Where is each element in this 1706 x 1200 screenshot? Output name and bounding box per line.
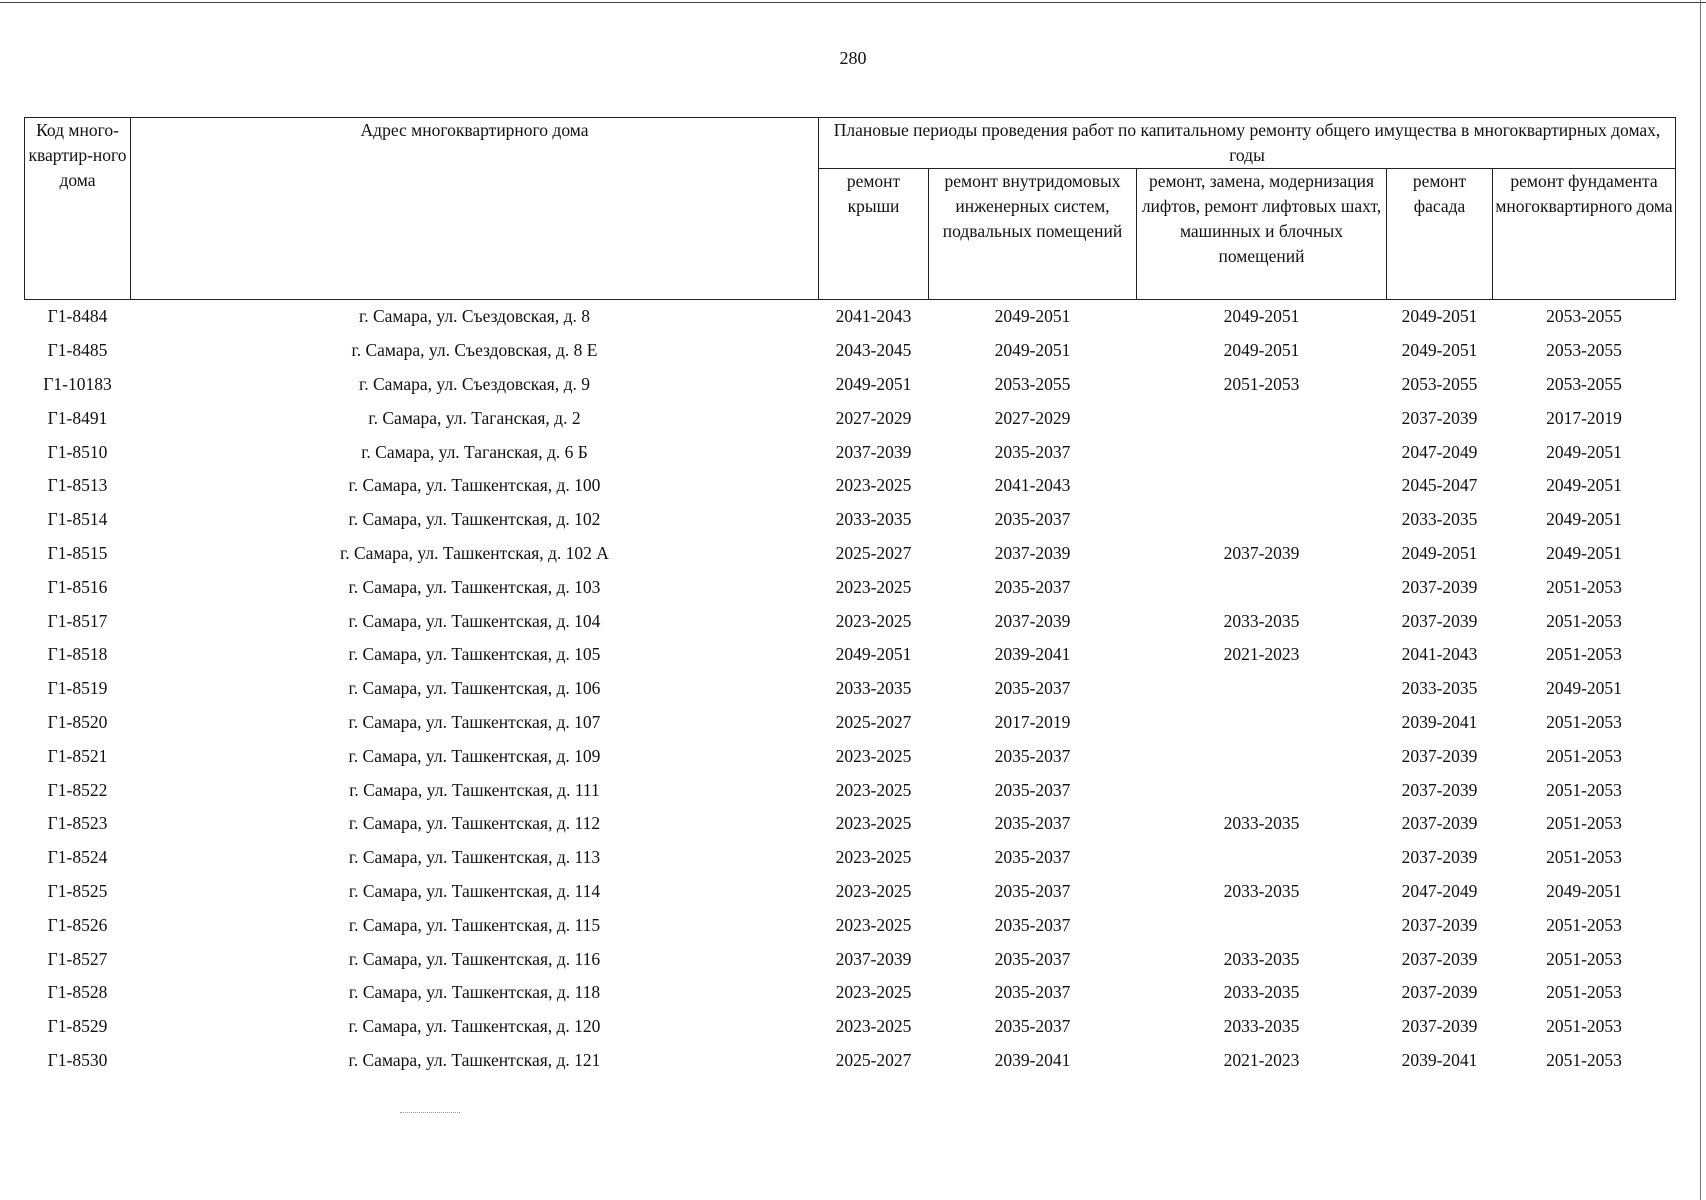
cell-systems: 2035-2037 [994, 779, 1071, 800]
table-row [25, 773, 1676, 807]
cell-roof: 2033-2035 [835, 678, 912, 699]
cell-systems: 2035-2037 [994, 1016, 1071, 1037]
cell-systems: 2037-2039 [994, 610, 1071, 631]
cell-roof: 2033-2035 [835, 509, 912, 530]
table-row [25, 672, 1676, 706]
cell-facade: 2037-2039 [1401, 779, 1478, 800]
cell-address: г. Самара, ул. Ташкентская, д. 107 [348, 711, 601, 732]
right-border-line [1700, 0, 1701, 1200]
cell-facade: 2049-2051 [1401, 542, 1478, 563]
cell-address: г. Самара, ул. Ташкентская, д. 102 А [340, 542, 609, 563]
cell-lifts: 2033-2035 [1223, 880, 1300, 901]
cell-address: г. Самара, ул. Ташкентская, д. 121 [348, 1049, 601, 1070]
cell-foundation: 2049-2051 [1546, 880, 1622, 901]
cell-foundation: 2051-2053 [1546, 813, 1622, 834]
cell-lifts [1137, 503, 1387, 537]
cell-address: г. Самара, ул. Ташкентская, д. 104 [348, 610, 601, 631]
cell-facade: 2037-2039 [1401, 948, 1478, 969]
page-number: 280 [839, 48, 867, 68]
cell-systems: 2035-2037 [994, 745, 1071, 766]
table-row [25, 638, 1676, 672]
header-roof: ремонт крыши [819, 169, 929, 300]
header-systems: ремонт внутридомовых инженерных систем, подвальных помещений [929, 169, 1137, 300]
table-row [25, 976, 1676, 1010]
table-header [25, 118, 1676, 300]
cell-address: г. Самара, ул. Ташкентская, д. 111 [349, 779, 600, 800]
cell-systems: 2035-2037 [994, 847, 1071, 868]
cell-roof: 2023-2025 [835, 982, 912, 1003]
cell-systems: 2035-2037 [994, 982, 1071, 1003]
cell-lifts [1137, 469, 1387, 503]
cell-foundation: 2051-2053 [1546, 847, 1622, 868]
cell-address: г. Самара, ул. Съездовская, д. 9 [359, 373, 590, 394]
cell-roof: 2025-2027 [835, 1049, 912, 1070]
table-row [25, 604, 1676, 638]
table-body [25, 300, 1676, 1078]
cell-address: г. Самара, ул. Ташкентская, д. 118 [348, 982, 601, 1003]
cell-code: Г1-8515 [47, 542, 108, 563]
table-row [25, 570, 1676, 604]
table-row [25, 469, 1676, 503]
cell-lifts: 2033-2035 [1223, 948, 1300, 969]
cell-systems: 2035-2037 [994, 914, 1071, 935]
cell-systems: 2037-2039 [994, 542, 1071, 563]
cell-roof: 2023-2025 [835, 880, 912, 901]
cell-facade: 2037-2039 [1401, 745, 1478, 766]
cell-foundation: 2053-2055 [1546, 306, 1622, 327]
cell-lifts: 2049-2051 [1223, 340, 1300, 361]
table-row [25, 739, 1676, 773]
cell-roof: 2025-2027 [835, 711, 912, 732]
cell-lifts [1137, 908, 1387, 942]
cell-systems: 2035-2037 [994, 576, 1071, 597]
cell-roof: 2025-2027 [835, 542, 912, 563]
cell-code: Г1-8484 [47, 306, 108, 327]
cell-lifts: 2033-2035 [1223, 982, 1300, 1003]
cell-foundation: 2017-2019 [1546, 407, 1622, 428]
cell-facade: 2047-2049 [1401, 441, 1478, 462]
cell-systems: 2017-2019 [994, 711, 1071, 732]
cell-address: г. Самара, ул. Ташкентская, д. 106 [348, 678, 601, 699]
table-row [25, 334, 1676, 368]
cell-lifts [1137, 672, 1387, 706]
cell-lifts: 2033-2035 [1223, 610, 1300, 631]
cell-address: г. Самара, ул. Ташкентская, д. 100 [348, 475, 601, 496]
cell-roof: 2049-2051 [835, 644, 912, 665]
cell-facade: 2033-2035 [1401, 509, 1478, 530]
header-foundation: ремонт фундамента многоквартирного дома [1493, 169, 1676, 300]
cell-systems: 2035-2037 [994, 678, 1071, 699]
cell-roof: 2037-2039 [835, 948, 912, 969]
cell-code: Г1-8524 [47, 847, 108, 868]
cell-facade: 2037-2039 [1401, 610, 1478, 631]
cell-facade: 2037-2039 [1401, 914, 1478, 935]
cell-roof: 2049-2051 [835, 373, 912, 394]
cell-lifts: 2051-2053 [1223, 373, 1300, 394]
cell-address: г. Самара, ул. Ташкентская, д. 115 [348, 914, 601, 935]
cell-facade: 2047-2049 [1401, 880, 1478, 901]
header-lifts: ремонт, замена, модернизация лифтов, ремонт лифтовых шахт, машинных и блочных помещений [1137, 169, 1387, 300]
table-row [25, 1044, 1676, 1078]
cell-code: Г1-8510 [47, 441, 108, 462]
table-row [25, 401, 1676, 435]
cell-code: Г1-8530 [47, 1049, 108, 1070]
cell-foundation: 2051-2053 [1546, 982, 1622, 1003]
cell-systems: 2027-2029 [994, 407, 1071, 428]
table-row [25, 706, 1676, 740]
cell-foundation: 2049-2051 [1546, 542, 1622, 563]
cell-lifts [1137, 739, 1387, 773]
cell-address: г. Самара, ул. Ташкентская, д. 109 [348, 745, 601, 766]
table-row [25, 875, 1676, 909]
cell-foundation: 2049-2051 [1546, 509, 1622, 530]
cell-systems: 2049-2051 [994, 340, 1071, 361]
cell-lifts: 2033-2035 [1223, 813, 1300, 834]
table-row [25, 807, 1676, 841]
cell-address: г. Самара, ул. Ташкентская, д. 102 [348, 509, 601, 530]
cell-lifts: 2021-2023 [1223, 1049, 1300, 1070]
header-periods: Плановые периоды проведения работ по капитальному ремонту общего имущества в многоквартирных домах, годы [819, 118, 1676, 169]
cell-foundation: 2049-2051 [1546, 678, 1622, 699]
cell-facade: 2037-2039 [1401, 847, 1478, 868]
cell-address: г. Самара, ул. Таганская, д. 6 Б [361, 441, 588, 462]
repair-schedule-table [24, 117, 1676, 1077]
cell-facade: 2033-2035 [1401, 678, 1478, 699]
cell-foundation: 2051-2053 [1546, 644, 1622, 665]
cell-systems: 2035-2037 [994, 441, 1071, 462]
cell-roof: 2023-2025 [835, 914, 912, 935]
cell-foundation: 2051-2053 [1546, 914, 1622, 935]
cell-lifts: 2049-2051 [1223, 306, 1300, 327]
cell-systems: 2035-2037 [994, 948, 1071, 969]
cell-code: Г1-8525 [47, 880, 108, 901]
table-row [25, 942, 1676, 976]
cell-code: Г1-8517 [47, 610, 108, 631]
cell-code: Г1-8485 [47, 340, 108, 361]
cell-foundation: 2049-2051 [1546, 475, 1622, 496]
cell-code: Г1-8518 [47, 644, 108, 665]
cell-facade: 2041-2043 [1401, 644, 1478, 665]
cell-foundation: 2053-2055 [1546, 340, 1622, 361]
cell-facade: 2037-2039 [1401, 1016, 1478, 1037]
cell-lifts: 2021-2023 [1223, 644, 1300, 665]
cell-roof: 2043-2045 [835, 340, 912, 361]
cell-systems: 2039-2041 [994, 1049, 1071, 1070]
top-border-line [0, 2, 1706, 3]
cell-lifts [1137, 706, 1387, 740]
cell-address: г. Самара, ул. Ташкентская, д. 112 [348, 813, 601, 834]
cell-foundation: 2051-2053 [1546, 1049, 1622, 1070]
cell-code: Г1-8519 [47, 678, 108, 699]
cell-foundation: 2051-2053 [1546, 711, 1622, 732]
cell-foundation: 2053-2055 [1546, 373, 1622, 394]
cell-code: Г1-8527 [47, 948, 108, 969]
cell-foundation: 2051-2053 [1546, 779, 1622, 800]
table-row [25, 908, 1676, 942]
cell-lifts [1137, 841, 1387, 875]
cell-address: г. Самара, ул. Ташкентская, д. 120 [348, 1016, 601, 1037]
cell-code: Г1-8513 [47, 475, 108, 496]
header-address: Адрес многоквартирного дома [131, 118, 819, 300]
cell-lifts [1137, 401, 1387, 435]
cell-systems: 2053-2055 [994, 373, 1071, 394]
cell-systems: 2049-2051 [994, 306, 1071, 327]
cell-address: г. Самара, ул. Ташкентская, д. 103 [348, 576, 601, 597]
cell-code: Г1-8529 [47, 1016, 108, 1037]
cell-lifts [1137, 435, 1387, 469]
cell-foundation: 2051-2053 [1546, 1016, 1622, 1037]
table-row [25, 300, 1676, 334]
cell-facade: 2039-2041 [1401, 1049, 1478, 1070]
cell-roof: 2023-2025 [835, 610, 912, 631]
cell-roof: 2023-2025 [835, 813, 912, 834]
cell-code: Г1-8491 [47, 407, 108, 428]
table-row [25, 435, 1676, 469]
cell-code: Г1-8520 [47, 711, 108, 732]
cell-foundation: 2051-2053 [1546, 610, 1622, 631]
cell-code: Г1-8523 [47, 813, 108, 834]
table-row [25, 1010, 1676, 1044]
cell-roof: 2023-2025 [835, 475, 912, 496]
cell-code: Г1-8522 [47, 779, 108, 800]
cell-address: г. Самара, ул. Ташкентская, д. 114 [348, 880, 601, 901]
cell-systems: 2035-2037 [994, 509, 1071, 530]
cell-code: Г1-8514 [47, 509, 108, 530]
cell-facade: 2049-2051 [1401, 306, 1478, 327]
cell-facade: 2037-2039 [1401, 813, 1478, 834]
cell-address: г. Самара, ул. Съездовская, д. 8 [359, 306, 590, 327]
cell-foundation: 2051-2053 [1546, 948, 1622, 969]
cell-address: г. Самара, ул. Ташкентская, д. 116 [348, 948, 601, 969]
cell-facade: 2037-2039 [1401, 576, 1478, 597]
table-row [25, 841, 1676, 875]
cell-roof: 2027-2029 [835, 407, 912, 428]
cell-facade: 2037-2039 [1401, 407, 1478, 428]
cell-lifts: 2037-2039 [1223, 542, 1300, 563]
cell-systems: 2039-2041 [994, 644, 1071, 665]
cell-code: Г1-8528 [47, 982, 108, 1003]
cell-facade: 2039-2041 [1401, 711, 1478, 732]
cell-roof: 2041-2043 [835, 306, 912, 327]
cell-lifts: 2033-2035 [1223, 1016, 1300, 1037]
cell-address: г. Самара, ул. Таганская, д. 2 [368, 407, 581, 428]
cell-roof: 2023-2025 [835, 779, 912, 800]
cell-code: Г1-8521 [47, 745, 108, 766]
cell-foundation: 2049-2051 [1546, 441, 1622, 462]
cell-systems: 2035-2037 [994, 813, 1071, 834]
header-code: Код много-квартир-ного дома [25, 118, 131, 300]
table-row [25, 503, 1676, 537]
cell-roof: 2037-2039 [835, 441, 912, 462]
table-row [25, 537, 1676, 571]
cell-foundation: 2051-2053 [1546, 745, 1622, 766]
cell-facade: 2037-2039 [1401, 982, 1478, 1003]
cell-address: г. Самара, ул. Ташкентская, д. 113 [348, 847, 601, 868]
cell-lifts [1137, 773, 1387, 807]
cell-code: Г1-10183 [43, 373, 112, 394]
cell-roof: 2023-2025 [835, 576, 912, 597]
header-facade: ремонт фасада [1387, 169, 1493, 300]
cell-roof: 2023-2025 [835, 1016, 912, 1037]
cell-address: г. Самара, ул. Съездовская, д. 8 Е [351, 340, 598, 361]
cell-facade: 2049-2051 [1401, 340, 1478, 361]
cell-roof: 2023-2025 [835, 745, 912, 766]
cell-code: Г1-8516 [47, 576, 108, 597]
table-row [25, 368, 1676, 402]
cell-facade: 2053-2055 [1401, 373, 1478, 394]
cell-systems: 2035-2037 [994, 880, 1071, 901]
cell-systems: 2041-2043 [994, 475, 1071, 496]
cell-lifts [1137, 570, 1387, 604]
cell-foundation: 2051-2053 [1546, 576, 1622, 597]
cell-code: Г1-8526 [47, 914, 108, 935]
cell-address: г. Самара, ул. Ташкентская, д. 105 [348, 644, 601, 665]
cell-facade: 2045-2047 [1401, 475, 1478, 496]
scan-speck [400, 1112, 460, 1113]
cell-roof: 2023-2025 [835, 847, 912, 868]
repair-schedule-sheet [24, 117, 1675, 1077]
